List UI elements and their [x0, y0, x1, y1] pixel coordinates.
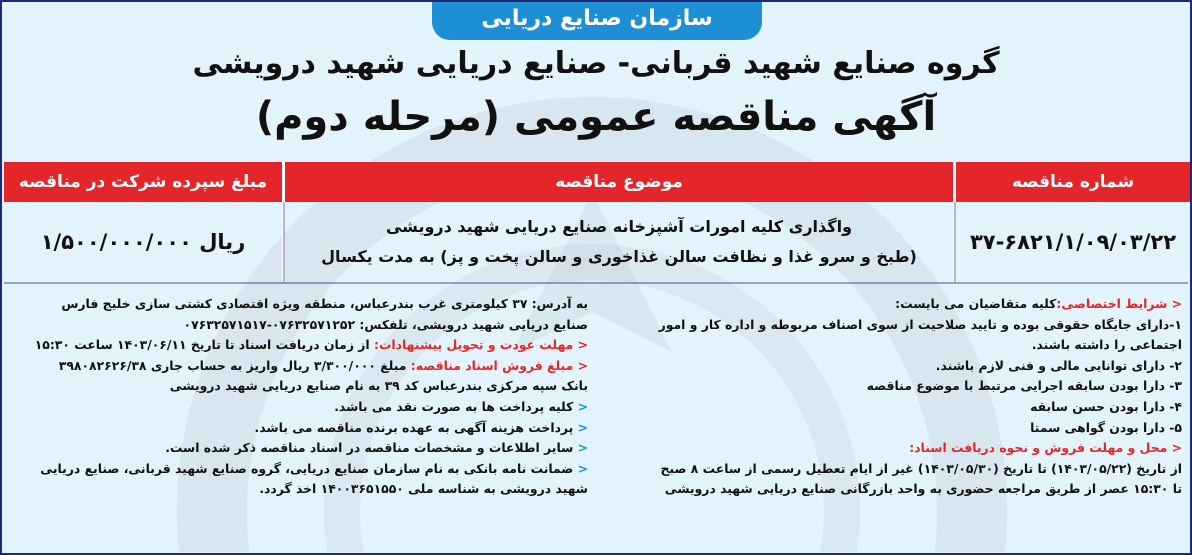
condition-4: ۴- دارا بودن حسن سابقه	[1030, 398, 1182, 414]
condition-1b: اجتماعی را داشته باشند.	[1031, 337, 1182, 353]
special-heading: شرایط اختصاصی:	[1056, 296, 1168, 311]
cash-line: < کلیه پرداخت ها به صورت نقد می باشد.	[334, 398, 588, 414]
sale-amount-line: < مبلغ فروش اسناد مناقصه: مبلغ ۳/۳۰۰/۰۰۰ ریال واریز به حساب جاری ۳۹۸۰۸۲۶۲۶/۳۸	[58, 357, 588, 373]
tender-details	[8, 294, 588, 500]
return-text: از زمان دریافت اسناد تا تاریخ ۱۴۰۳/۰۶/۱۱ ساعت ۱۵:۳۰	[34, 337, 374, 353]
special-intro: کلیه متقاضیان می بایست:	[895, 296, 1057, 311]
address-line-1: به آدرس: ۳۷ کیلومتری غرب بندرعباس، منطقه ویژه اقتصادی کشتی سازی خلیج فارس	[61, 296, 588, 311]
address-line-2: صنایع دریایی شهید درویشی، تلفکس: ۰۷۶۳۲۵۷۱۲۵۲-۰۷۶۳۲۵۷۱۵۱۷	[183, 316, 588, 332]
subject-cell	[285, 202, 953, 282]
sale-period-1: از تاریخ (۱۴۰۳/۰۵/۲۲) تا تاریخ (۱۴۰۳/۰۵/۳۰) غیر از ایام تعطیل رسمی از ساعت ۸ صبح	[660, 460, 1182, 476]
sale-heading: مبلغ فروش اسناد مناقصه:	[410, 357, 574, 373]
place-heading-line: < محل و مهلت فروش و نحوه دریافت اسناد:	[909, 440, 1182, 456]
return-heading: مهلت عودت و تحویل پیشنهادات:	[373, 337, 574, 353]
tender-number: ۳۷-۶۸۲۱/۱/۰۹/۰۳/۲۲	[969, 230, 1177, 254]
group-title: گروه صنایع شهید قربانی- صنایع دریایی شهید درویشی	[192, 46, 1000, 81]
tender-table	[4, 162, 1188, 282]
other-info-line: < سایر اطلاعات و مشخصات مناقصه در اسناد مناقصه ذکر شده است.	[165, 440, 588, 456]
body-divider	[4, 282, 1188, 284]
subject-line-2: (طبخ و سرو غذا و نظافت سالن غذاخوری و سالن پخت و پز) به مدت یکسال	[321, 247, 917, 266]
guarantee-line-2: شهید درویشی به شناسه ملی ۱۴۰۰۳۶۵۱۵۵۰ اخذ گردد.	[259, 481, 588, 497]
sale-text: مبلغ ۳/۳۰۰/۰۰۰ ریال واریز به حساب جاری ۳۹۸۰۸۲۶۲۶/۳۸	[58, 357, 411, 373]
deposit-header: مبلغ سپرده شرکت در مناقصه	[4, 162, 282, 202]
place-heading: محل و مهلت فروش و نحوه دریافت اسناد:	[909, 440, 1168, 456]
notice-title-phase: (مرحله دوم)	[255, 94, 501, 140]
subject-header: موضوع مناقصه	[285, 162, 953, 202]
notice-title-main: آگهی مناقصه عمومی	[500, 94, 937, 140]
return-deadline-line: < مهلت عودت و تحویل پیشنهادات: از زمان دریافت اسناد تا تاریخ ۱۴۰۳/۰۶/۱۱ ساعت ۱۵:۳۰	[34, 337, 588, 353]
deposit-value: ۱/۵۰۰/۰۰۰/۰۰۰ ریال	[40, 230, 246, 254]
ad-cost-line: < پرداخت هزینه آگهی به عهده برنده مناقصه می باشد.	[254, 419, 588, 435]
number-header: شماره مناقصه	[956, 162, 1190, 202]
org-name: سازمان صنایع دریایی	[481, 6, 713, 31]
condition-3: ۳- دارا بودن سابقه اجرایی مرتبط با موضوع مناقصه	[866, 378, 1182, 394]
sale-period-2: تا ۱۵:۳۰ عصر از طریق مراجعه حضوری به واحد بازرگانی صنایع دریایی شهید درویشی	[664, 481, 1182, 497]
subject-line-1: واگذاری کلیه امورات آشپزخانه صنایع دریایی شهید درویشی	[385, 217, 853, 236]
condition-5: ۵- دارا بودن گواهی سمتا	[1030, 419, 1182, 435]
org-tab	[432, 2, 762, 40]
condition-2: ۲- دارای توانایی مالی و فنی لازم باشند.	[935, 357, 1182, 373]
condition-1a: ۱-دارای جایگاه حقوقی بوده و تایید صلاحیت از سوی اصناف مربوطه و اداره کار و امور	[658, 316, 1182, 332]
notice-title	[102, 94, 1090, 140]
special-conditions	[608, 294, 1182, 500]
guarantee-line-1: < ضمانت نامه بانکی به نام سازمان صنایع دریایی، گروه صنایع شهید قربانی، صنایع دریایی	[40, 460, 588, 476]
bank-line: بانک سپه مرکزی بندرعباس کد ۳۹ به نام صنایع دریایی شهید درویشی	[169, 378, 588, 394]
special-heading-line: < شرایط اختصاصی:کلیه متقاضیان می بایست:	[895, 296, 1182, 311]
